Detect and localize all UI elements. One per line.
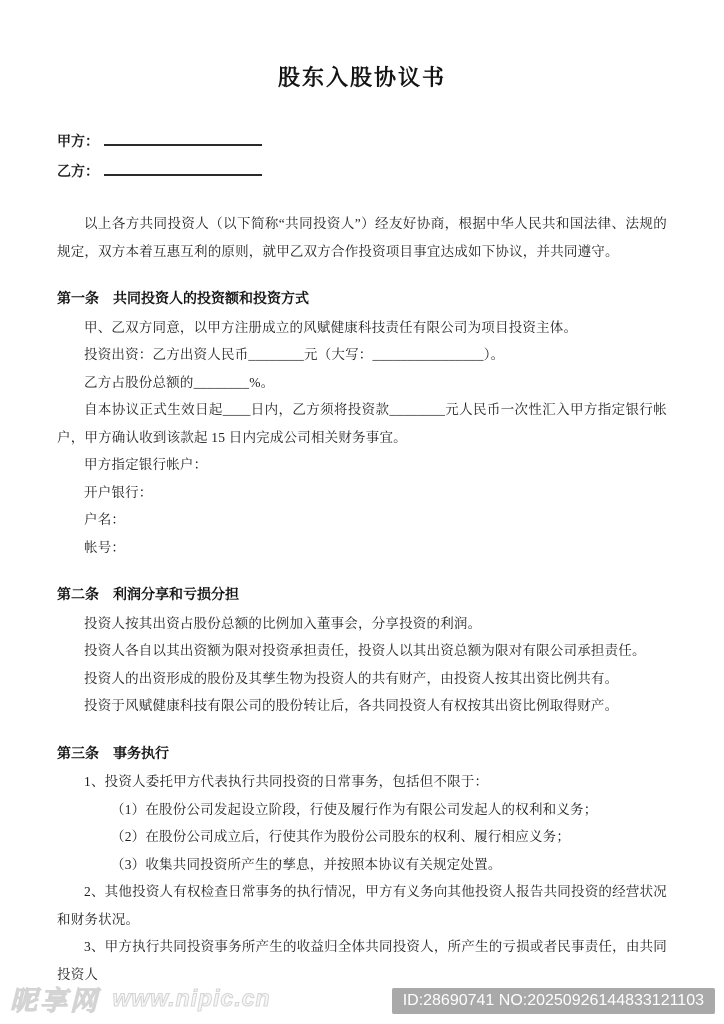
para-item-2-inspection: 2、其他投资人有权检查日常事务的执行情况，甲方有义务向其他投资人报告共同投资的经营状况和财务状况。	[57, 884, 667, 927]
watermark-site-name: 昵享网	[10, 986, 100, 1016]
para-share-percentage: 乙方占股份总额的________%。	[84, 374, 275, 390]
party-a-line	[57, 128, 667, 158]
section-2	[57, 582, 667, 720]
para-investment-subject: 甲、乙双方同意，以甲方注册成立的风赋健康科技责任有限公司为项目投资主体。	[84, 319, 578, 335]
para-investment-amount: 投资出资：乙方出资人民币________元（大写：________________）。	[84, 347, 505, 362]
party-b-line	[57, 158, 667, 188]
para-item-1-delegation: 1、投资人委托甲方代表执行共同投资的日常事务，包括但不限于：	[84, 774, 489, 789]
para-liability-limits: 投资人各自以其出资额为限对投资承担责任，投资人以其出资总额为限对有限公司承担责任。	[84, 643, 646, 658]
image-id-badge: ID:28690741 NO:20250926144833121103	[392, 988, 715, 1014]
section-2-heading: 第二条 利润分享和亏损分担	[57, 588, 239, 603]
para-payment-terms: 自本协议正式生效日起____日内，乙方须将投资款________元人民币一次性汇入甲方指定银行帐户，甲方确认收到该款起 15 日内完成公司相关财务事宜。	[57, 402, 667, 445]
para-item-1-2: （2）在股份公司成立后，行使其作为股份公司股东的权利、履行相应义务；	[111, 829, 571, 844]
para-item-3-proceeds: 3、甲方执行共同投资事务所产生的收益归全体共同投资人，所产生的亏损或者民事责任，由共同投资人	[57, 939, 667, 982]
section-1-heading: 第一条 共同投资人的投资额和投资方式	[57, 292, 309, 307]
para-account-holder: 户名：	[84, 512, 126, 527]
para-share-transfer: 投资于风赋健康科技有限公司的股份转让后，各共同投资人有权按其出资比例取得财产。	[84, 698, 619, 713]
party-a-blank-line	[104, 131, 262, 146]
intro-paragraph: 以上各方共同投资人（以下简称“共同投资人”）经友好协商，根据中华人民共和国法律、法规的规定，双方本着互惠互利的原则，就甲乙双方合作投资项目事宜达成如下协议，并共同遵守。	[57, 216, 667, 259]
section-1	[57, 286, 667, 561]
document-title: 股东入股协议书	[277, 65, 446, 90]
party-b-label: 乙方：	[57, 165, 99, 180]
para-designated-bank-account: 甲方指定银行帐户：	[84, 457, 208, 472]
party-a-label: 甲方：	[57, 135, 99, 150]
party-b-blank-line	[104, 161, 262, 176]
watermark-logo	[10, 979, 271, 1018]
para-shared-property: 投资人的出资形成的股份及其孳生物为投资人的共有财产，由投资人按其出资比例共有。	[84, 670, 619, 686]
para-item-1-3: （3）收集共同投资所产生的孳息，并按照本协议有关规定处置。	[111, 856, 502, 872]
para-bank-name: 开户银行：	[84, 484, 153, 500]
para-account-number: 帐号：	[84, 539, 126, 555]
para-board-membership: 投资人按其出资占股份总额的比例加入董事会，分享投资的利润。	[84, 615, 482, 631]
section-3	[57, 741, 667, 989]
parties-block	[57, 128, 667, 188]
watermark-site-url: www.nipic.cn	[112, 985, 271, 1011]
section-3-heading: 第三条 事务执行	[57, 746, 169, 762]
para-item-1-1: （1）在股份公司发起设立阶段，行使及履行作为有限公司发起人的权利和义务；	[111, 801, 598, 817]
